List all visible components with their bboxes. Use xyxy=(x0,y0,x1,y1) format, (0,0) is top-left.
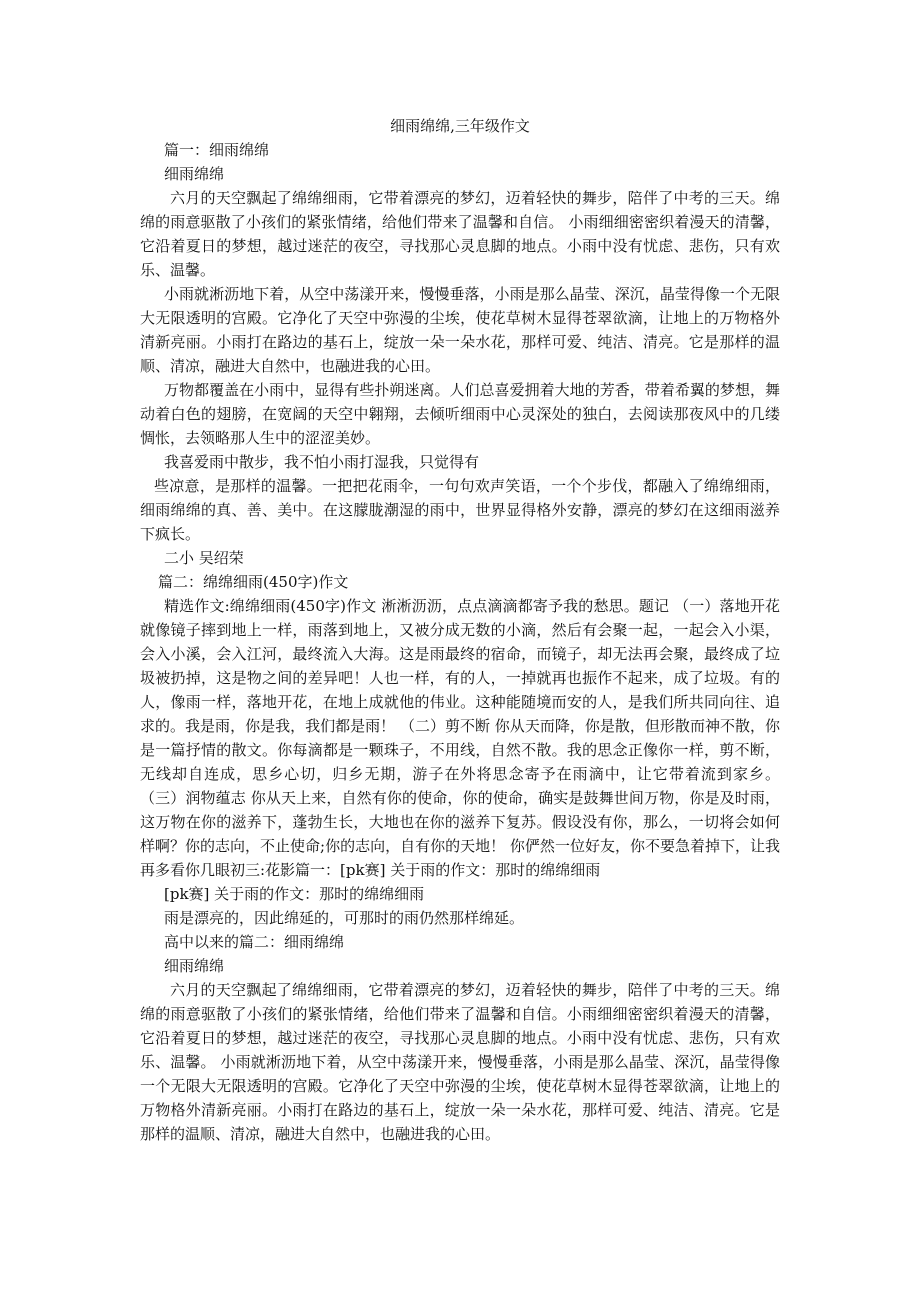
paragraph: 高中以来的篇二：细雨绵绵 xyxy=(164,933,345,951)
paragraph: 细雨绵绵 xyxy=(164,957,225,975)
document-body xyxy=(140,138,780,1146)
paragraph: 我喜爱雨中散步，我不怕小雨打湿我，只觉得有 xyxy=(164,453,480,471)
paragraph: 细雨绵绵 xyxy=(164,165,225,183)
paragraph: 些凉意，是那样的温馨。一把把花雨伞，一句句欢声笑语，一个个步伐，都融入了绵绵细雨，细雨绵绵的真、善、美中。在这朦胧潮湿的雨中，世界显得格外安静，漂亮的梦幻在这细雨滋养下疯长。 xyxy=(140,477,780,543)
paragraph: [pk赛] 关于雨的作文：那时的绵绵细雨 xyxy=(164,885,425,903)
paragraph: 篇二：绵绵细雨(450字)作文 xyxy=(158,573,349,591)
paragraph: 二小 吴绍荣 xyxy=(164,549,244,567)
paragraph: 精选作文:绵绵细雨(450字)作文 淅淅沥沥，点点滴滴都寄予我的愁思。题记 （一）落地开花 就像镜子摔到地上一样，雨落到地上，又被分成无数的小滴，然后有会聚一起，一起会入小渠，会入小溪，会入江河，最终流入大海。这是雨最终的宿命，而镜子，却无法再会聚，最终成了垃圾被扔掉，这是物之间的差异吧！人也一样，有的人，一掉就再也振作不起来，成了垃圾。有的人，像雨一样，落地开花，在地上成就他的伟业。这种能随境而安的人，是我们所共同向往、追求的。我是雨，你是我，我们都是雨！ （二）剪不断 你从天而降，你是散，但形散而神不散，你是一篇抒情的散文。你每滴都是一颗珠子，不用线，自然不散。我的思念正像你一样，剪不断，无线却自连成，思乡心切，归乡无期，游子在外将思念寄予在雨滴中，让它带着流到家乡。 （三）润物蕴志 你从天上来，自然有你的使命，你的使命，确实是鼓舞世间万物，你是及时雨，这万物在你的滋养下，蓬勃生长，大地也在你的滋养下复苏。假设没有你，那么，一切将会如何样啊？你的志向，不止使命;你的志向，自有你的天地！ 你俨然一位好友，你不要急着掉下，让我再多看你几眼初三:花影篇一：[pk赛] 关于雨的作文：那时的绵绵细雨 xyxy=(140,597,780,879)
paragraph: 六月的天空飘起了绵绵细雨，它带着漂亮的梦幻，迈着轻快的舞步，陪伴了中考的三天。绵绵的雨意驱散了小孩们的紧张情绪，给他们带来了温馨和自信。 小雨细细密密织着漫天的清馨，它沿着夏日的梦想，越过迷茫的夜空，寻找那心灵息脚的地点。小雨中没有忧虑、悲伤，只有欢乐、温馨。 xyxy=(140,189,780,279)
paragraph: 篇一：细雨绵绵 xyxy=(164,141,270,159)
paragraph: 六月的天空飘起了绵绵细雨，它带着漂亮的梦幻，迈着轻快的舞步，陪伴了中考的三天。绵绵的雨意驱散了小孩们的紧张情绪，给他们带来了温馨和自信。小雨细细密密织着漫天的清馨，它沿着夏日的梦想，越过迷茫的夜空，寻找那心灵息脚的地点。小雨中没有忧虑、悲伤，只有欢乐、温馨。 小雨就淅沥地下着，从空中荡漾开来，慢慢垂落，小雨是那么晶莹、深沉，晶莹得像一个无限大无限透明的宫殿。它净化了天空中弥漫的尘埃，使花草树木显得苍翠欲滴，让地上的万物格外清新亮丽。小雨打在路边的基石上，绽放一朵一朵水花，那样可爱、纯洁、清亮。它是那样的温顺、清凉，融进大自然中，也融进我的心田。 xyxy=(140,981,780,1143)
document-title: 细雨绵绵,三年级作文 xyxy=(390,117,530,135)
paragraph: 雨是漂亮的，因此绵延的，可那时的雨仍然那样绵延。 xyxy=(164,909,525,927)
paragraph: 小雨就淅沥地下着，从空中荡漾开来，慢慢垂落，小雨是那么晶莹、深沉，晶莹得像一个无限大无限透明的宫殿。它净化了天空中弥漫的尘埃，使花草树木显得苍翠欲滴，让地上的万物格外清新亮丽。小雨打在路边的基石上，绽放一朵一朵水花，那样可爱、纯洁、清亮。它是那样的温顺、清凉，融进大自然中，也融进我的心田。 xyxy=(140,285,780,375)
document-page xyxy=(140,114,780,1146)
paragraph: 万物都覆盖在小雨中，显得有些扑朔迷离。人们总喜爱拥着大地的芳香，带着希翼的梦想，舞动着白色的翅膀，在宽阔的天空中翱翔，去倾听细雨中心灵深处的独白，去阅读那夜风中的几缕惆怅，去领略那人生中的涩涩美妙。 xyxy=(140,381,780,447)
